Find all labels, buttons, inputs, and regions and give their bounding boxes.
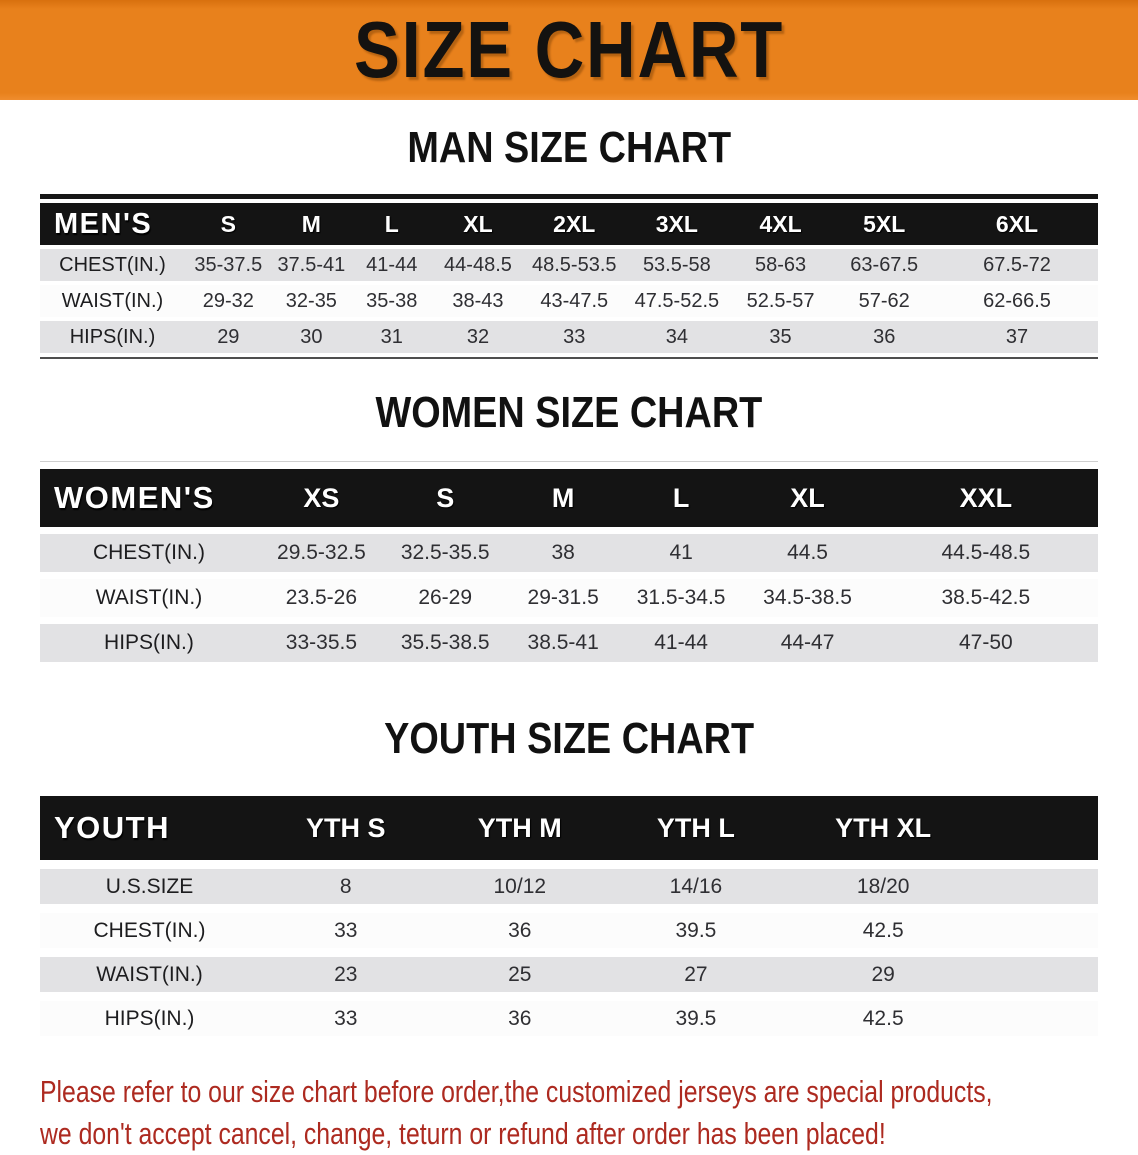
- size-cell: 41-44: [351, 249, 432, 281]
- size-cell: 33: [259, 1001, 433, 1036]
- man-size-chart-heading-text: MAN SIZE CHART: [407, 123, 731, 172]
- column-header: 3XL: [625, 203, 729, 245]
- women-table-wrap: [40, 461, 1098, 669]
- size-cell: 35.5-38.5: [385, 624, 506, 662]
- table-row: [40, 534, 1098, 572]
- size-cell: 35: [729, 321, 833, 353]
- size-cell: 33: [259, 913, 433, 948]
- size-cell: 34.5-38.5: [741, 579, 873, 617]
- size-cell: 33-35.5: [258, 624, 385, 662]
- table-group-label: MEN'S: [40, 203, 185, 245]
- table-row: [40, 957, 1098, 992]
- column-header: YTH XL: [785, 796, 982, 860]
- disclaimer-line-2: we don't accept cancel, change, teturn or refund after order has been placed!: [40, 1116, 886, 1151]
- row-label: WAIST(IN.): [40, 285, 185, 317]
- table-row: [40, 579, 1098, 617]
- table-group-label: YOUTH: [40, 796, 259, 860]
- column-header: L: [621, 469, 742, 527]
- size-cell: 38-43: [432, 285, 523, 317]
- column-header: XL: [741, 469, 873, 527]
- size-cell: 32.5-35.5: [385, 534, 506, 572]
- size-cell: 48.5-53.5: [523, 249, 625, 281]
- size-cell: 42.5: [785, 913, 982, 948]
- size-table-header-row: [40, 469, 1098, 527]
- row-label: CHEST(IN.): [40, 534, 258, 572]
- banner-title: [319, 5, 819, 94]
- size-cell: 27: [607, 957, 785, 992]
- spacer-cell: [982, 957, 1098, 992]
- column-header: M: [506, 469, 621, 527]
- size-cell: 25: [433, 957, 608, 992]
- size-cell: 14/16: [607, 869, 785, 904]
- size-cell: 29-32: [185, 285, 272, 317]
- size-cell: 31: [351, 321, 432, 353]
- banner: [0, 0, 1138, 100]
- column-header: YTH L: [607, 796, 785, 860]
- column-header: L: [351, 203, 432, 245]
- table-row: [40, 624, 1098, 662]
- size-cell: 33: [523, 321, 625, 353]
- size-cell: 41-44: [621, 624, 742, 662]
- size-cell: 41: [621, 534, 742, 572]
- women-size-chart-heading: [0, 388, 1138, 437]
- size-cell: 26-29: [385, 579, 506, 617]
- column-header: M: [272, 203, 351, 245]
- size-cell: 44.5-48.5: [874, 534, 1098, 572]
- women-size-table: [40, 462, 1098, 669]
- size-cell: 58-63: [729, 249, 833, 281]
- column-header: XXL: [874, 469, 1098, 527]
- table-group-label: WOMEN'S: [40, 469, 258, 527]
- size-cell: 38.5-42.5: [874, 579, 1098, 617]
- column-header: 2XL: [523, 203, 625, 245]
- table-row: [40, 913, 1098, 948]
- size-cell: 29.5-32.5: [258, 534, 385, 572]
- row-label: HIPS(IN.): [40, 321, 185, 353]
- youth-size-chart-heading: [0, 714, 1138, 763]
- row-label: CHEST(IN.): [40, 249, 185, 281]
- column-header: XL: [432, 203, 523, 245]
- size-cell: 38.5-41: [506, 624, 621, 662]
- table-row: [40, 285, 1098, 317]
- size-cell: 32: [432, 321, 523, 353]
- size-cell: 34: [625, 321, 729, 353]
- size-cell: 42.5: [785, 1001, 982, 1036]
- size-table-header-row: [40, 796, 1098, 860]
- spacer-cell: [982, 913, 1098, 948]
- table-row: [40, 321, 1098, 353]
- size-cell: 37: [936, 321, 1098, 353]
- column-header: S: [185, 203, 272, 245]
- men-table-wrap: [40, 194, 1098, 359]
- size-cell: 31.5-34.5: [621, 579, 742, 617]
- disclaimer: [40, 1071, 1138, 1155]
- column-header: 6XL: [936, 203, 1098, 245]
- youth-size-chart-section: [0, 714, 1138, 1045]
- size-cell: 36: [433, 913, 608, 948]
- row-label: WAIST(IN.): [40, 579, 258, 617]
- size-cell: 67.5-72: [936, 249, 1098, 281]
- size-cell: 29: [785, 957, 982, 992]
- youth-size-table: [40, 787, 1098, 1045]
- column-header: XS: [258, 469, 385, 527]
- size-cell: 47-50: [874, 624, 1098, 662]
- women-size-chart-section: [0, 388, 1138, 669]
- size-cell: 44-47: [741, 624, 873, 662]
- size-cell: 63-67.5: [832, 249, 936, 281]
- size-cell: 62-66.5: [936, 285, 1098, 317]
- spacer-cell: [982, 869, 1098, 904]
- row-label: CHEST(IN.): [40, 913, 259, 948]
- size-cell: 32-35: [272, 285, 351, 317]
- women-size-chart-heading-text: WOMEN SIZE CHART: [375, 388, 763, 437]
- column-header: 4XL: [729, 203, 833, 245]
- man-size-chart-section: [0, 123, 1138, 359]
- size-cell: 29-31.5: [506, 579, 621, 617]
- size-cell: 18/20: [785, 869, 982, 904]
- size-cell: 23.5-26: [258, 579, 385, 617]
- table-row: [40, 249, 1098, 281]
- disclaimer-line-1: Please refer to our size chart before order,the customized jerseys are special products,: [40, 1074, 993, 1109]
- men-size-table: [40, 199, 1098, 357]
- row-label: WAIST(IN.): [40, 957, 259, 992]
- size-cell: 47.5-52.5: [625, 285, 729, 317]
- table-row: [40, 869, 1098, 904]
- size-cell: 44-48.5: [432, 249, 523, 281]
- size-cell: 8: [259, 869, 433, 904]
- banner-title-text: SIZE CHART: [354, 5, 784, 94]
- youth-size-chart-heading-text: YOUTH SIZE CHART: [383, 714, 754, 763]
- size-cell: 36: [433, 1001, 608, 1036]
- size-cell: 35-38: [351, 285, 432, 317]
- size-table-header-row: [40, 203, 1098, 245]
- size-cell: 38: [506, 534, 621, 572]
- row-label: HIPS(IN.): [40, 1001, 259, 1036]
- size-cell: 35-37.5: [185, 249, 272, 281]
- row-label: HIPS(IN.): [40, 624, 258, 662]
- size-cell: 57-62: [832, 285, 936, 317]
- column-header: YTH M: [433, 796, 608, 860]
- spacer-cell: [982, 1001, 1098, 1036]
- size-cell: 53.5-58: [625, 249, 729, 281]
- column-header: YTH S: [259, 796, 433, 860]
- column-header: 5XL: [832, 203, 936, 245]
- size-cell: 39.5: [607, 1001, 785, 1036]
- size-cell: 29: [185, 321, 272, 353]
- size-cell: 43-47.5: [523, 285, 625, 317]
- size-cell: 44.5: [741, 534, 873, 572]
- table-row: [40, 1001, 1098, 1036]
- column-header: S: [385, 469, 506, 527]
- size-cell: 39.5: [607, 913, 785, 948]
- size-cell: 10/12: [433, 869, 608, 904]
- size-cell: 36: [832, 321, 936, 353]
- youth-table-wrap: [40, 787, 1098, 1045]
- row-label: U.S.SIZE: [40, 869, 259, 904]
- spacer-cell: [982, 796, 1098, 860]
- size-cell: 30: [272, 321, 351, 353]
- size-cell: 37.5-41: [272, 249, 351, 281]
- man-size-chart-heading: [0, 123, 1138, 172]
- size-cell: 52.5-57: [729, 285, 833, 317]
- size-cell: 23: [259, 957, 433, 992]
